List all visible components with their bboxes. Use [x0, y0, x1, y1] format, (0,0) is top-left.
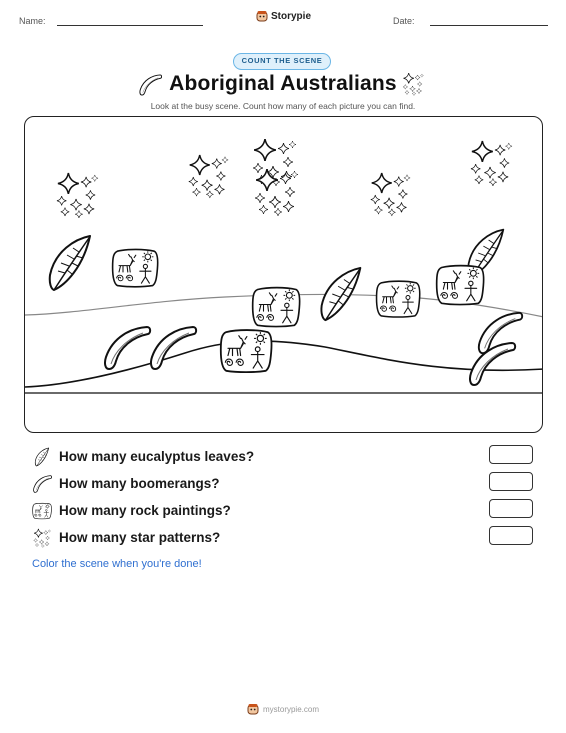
footer-url: mystorypie.com [262, 704, 319, 714]
rock-painting [221, 330, 272, 372]
star-pattern-icon [401, 72, 425, 96]
name-label: Name: [19, 16, 46, 26]
brand-logo [256, 10, 311, 22]
answer-box-rock-paintings[interactable] [489, 499, 533, 518]
scene-illustration [25, 117, 543, 433]
question-text: How many rock paintings? [59, 503, 231, 518]
question-text: How many eucalyptus leaves? [59, 449, 255, 464]
page-title: Aboriginal Australians [169, 72, 397, 95]
question-star-patterns [32, 526, 534, 552]
rock-painting [377, 281, 420, 317]
storypie-mascot-icon [247, 703, 259, 715]
worksheet-header [0, 0, 566, 34]
activity-badge: COUNT THE SCENE [233, 53, 331, 70]
eucalyptus-leaf-icon [32, 447, 52, 467]
boomerang-icon [32, 474, 52, 494]
busy-scene [24, 116, 543, 433]
name-field[interactable] [57, 25, 203, 26]
star-pattern [189, 155, 229, 198]
brand-name: Storypie [271, 10, 312, 22]
coloring-note: Color the scene when you're done! [32, 558, 202, 570]
question-leaves [32, 445, 534, 471]
instructions: Look at the busy scene. Count how many of each picture you can find. [150, 101, 416, 111]
date-label: Date: [393, 16, 415, 26]
question-text: How many star patterns? [59, 530, 221, 545]
boomerang [151, 327, 196, 369]
footer [0, 703, 566, 715]
rock-painting [437, 266, 484, 305]
date-field[interactable] [430, 25, 548, 26]
boomerang [470, 343, 515, 385]
answer-box-leaves[interactable] [489, 445, 533, 464]
rock-painting [253, 288, 300, 327]
question-text: How many boomerangs? [59, 476, 220, 491]
star-pattern [471, 141, 512, 186]
question-boomerangs [32, 472, 534, 498]
star-pattern-icon [32, 528, 52, 548]
question-rock-paintings [32, 499, 534, 525]
answer-box-star-patterns[interactable] [489, 526, 533, 545]
eucalyptus-leaf [321, 268, 360, 320]
answer-box-boomerangs[interactable] [489, 472, 533, 491]
rock-painting-icon [32, 501, 52, 521]
storypie-mascot-icon [256, 10, 268, 22]
star-pattern [57, 173, 98, 218]
eucalyptus-leaf [50, 236, 90, 290]
boomerang [105, 327, 150, 369]
star-pattern [371, 173, 411, 216]
hill-line [25, 341, 543, 387]
rock-painting [113, 249, 158, 286]
